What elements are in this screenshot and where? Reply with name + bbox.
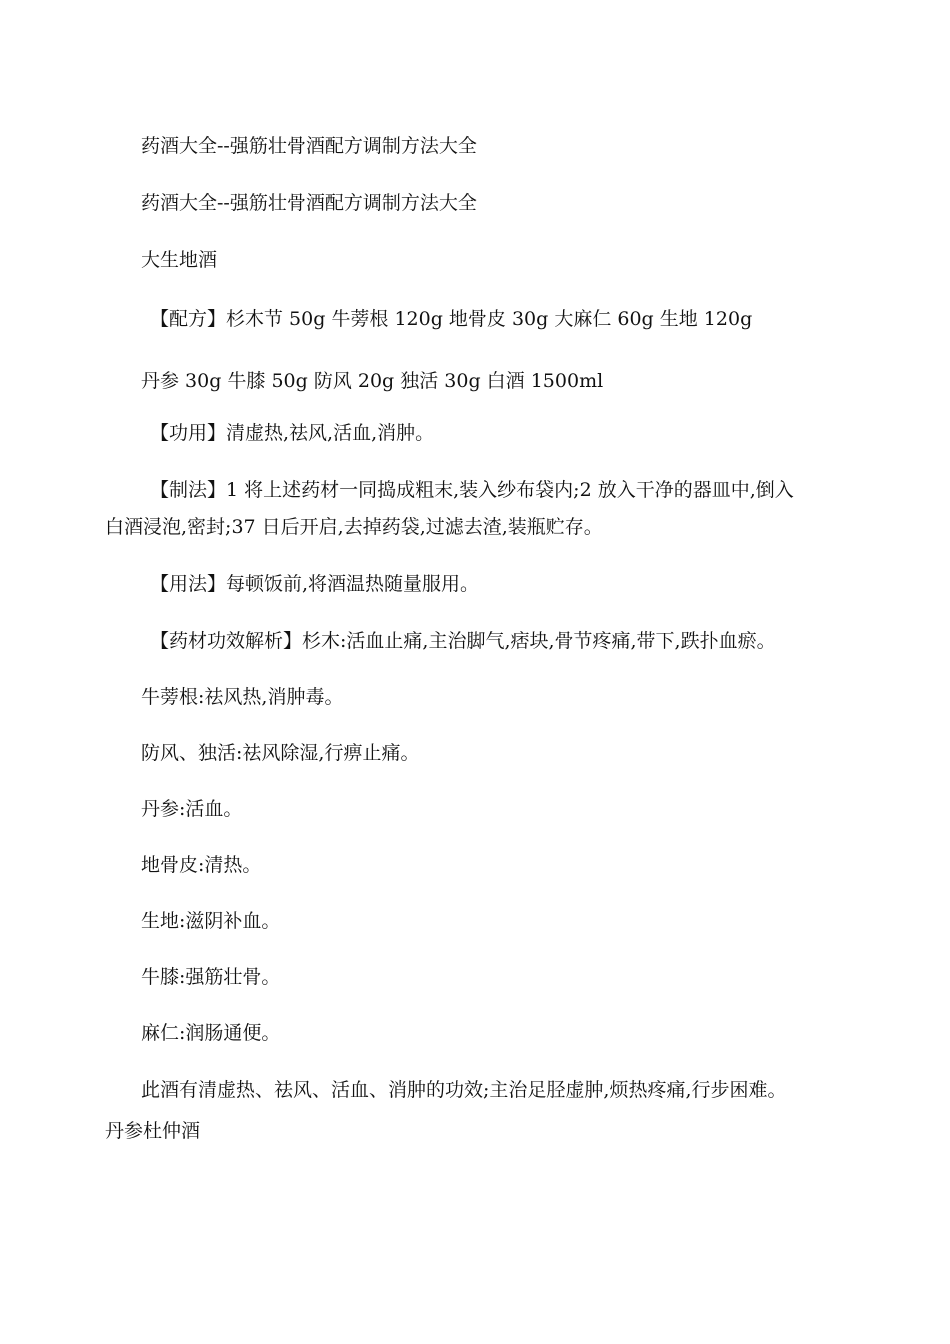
next-recipe-heading: 丹参杜仲酒 bbox=[105, 1120, 201, 1142]
herb-item: 牛膝:强筋壮骨。 bbox=[141, 966, 281, 988]
herb-item: 防风、独活:祛风除湿,行痹止痛。 bbox=[141, 742, 420, 764]
formula-line: 【配方】杉木节 50g 牛蒡根 120g 地骨皮 30g 大麻仁 60g 生地 120g bbox=[150, 308, 753, 330]
herb-item: 生地:滋阴补血。 bbox=[141, 910, 281, 932]
herb-item: 丹参:活血。 bbox=[141, 798, 243, 820]
analysis-paragraph: 【药材功效解析】杉木:活血止痛,主治脚气,痞块,骨节疼痛,带下,跌扑血瘀。 bbox=[150, 630, 776, 652]
effect-paragraph: 【功用】清虚热,祛风,活血,消肿。 bbox=[150, 422, 435, 444]
herb-item: 牛蒡根:祛风热,消肿毒。 bbox=[141, 686, 344, 708]
formula-line-continued: 丹参 30g 牛膝 50g 防风 20g 独活 30g 白酒 1500ml bbox=[141, 370, 604, 392]
herb-item: 麻仁:润肠通便。 bbox=[141, 1022, 281, 1044]
method-paragraph-continued: 白酒浸泡,密封;37 日后开启,去掉药袋,过滤去渣,装瓶贮存。 bbox=[105, 516, 603, 538]
recipe-name: 大生地酒 bbox=[141, 249, 218, 271]
herb-item: 地骨皮:清热。 bbox=[141, 854, 262, 876]
usage-paragraph: 【用法】每顿饭前,将酒温热随量服用。 bbox=[150, 573, 480, 595]
summary-paragraph: 此酒有清虚热、祛风、活血、消肿的功效;主治足胫虚肿,烦热疼痛,行步困难。 bbox=[141, 1079, 787, 1101]
document-title: 药酒大全--强筋壮骨酒配方调制方法大全 bbox=[141, 135, 477, 157]
document-title-repeat: 药酒大全--强筋壮骨酒配方调制方法大全 bbox=[141, 192, 477, 214]
method-paragraph: 【制法】1 将上述药材一同捣成粗末,装入纱布袋内;2 放入干净的器皿中,倒入 bbox=[150, 479, 794, 501]
